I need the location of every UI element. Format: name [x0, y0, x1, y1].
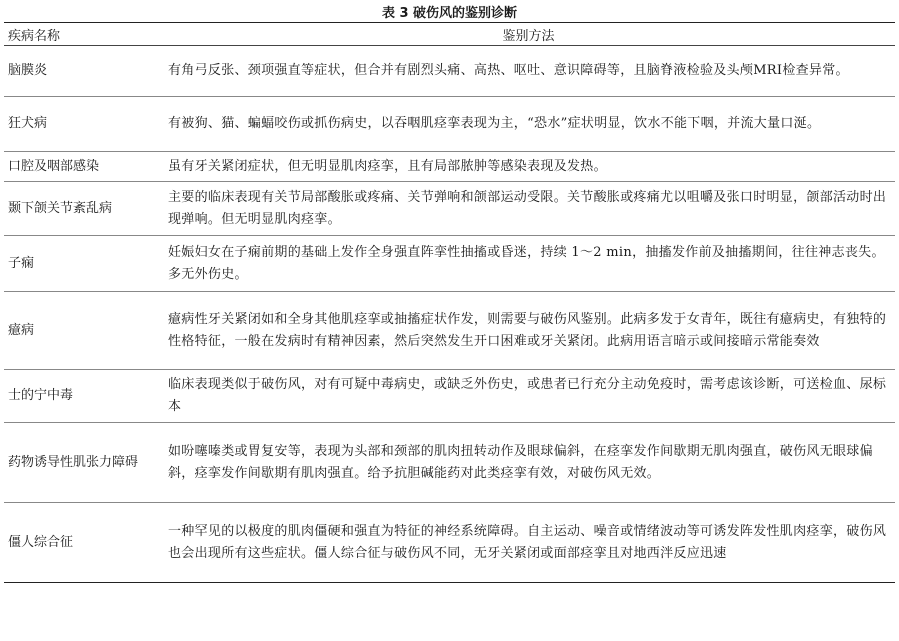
- table-row: [4, 236, 895, 292]
- table-caption: 表 3 破伤风的鉴别诊断: [381, 6, 518, 21]
- table-row: [4, 46, 895, 97]
- disease-name: 狂犬病: [4, 97, 162, 152]
- diagnosis-method: 癔病性牙关紧闭如和全身其他肌痉挛或抽搐症状作发，则需要与破伤风鉴别。此病多发于女青年，既往有癔病史，有独特的性格特征，一般在发病时有精神因素，然后突然发生开口困难或牙关紧闭。此病用语言暗示或间接暗示常能奏效: [162, 292, 895, 370]
- differential-diagnosis-table: [4, 22, 895, 583]
- disease-name: 子痫: [4, 236, 162, 292]
- disease-name: 脑膜炎: [4, 46, 162, 97]
- table-row: [4, 152, 895, 182]
- diagnosis-method: 临床表现类似于破伤风，对有可疑中毒病史，或缺乏外伤史，或患者已行充分主动免疫时，需考虑该诊断，可送检血、尿标本: [162, 370, 895, 423]
- diagnosis-method: 虽有牙关紧闭症状，但无明显肌肉痉挛，且有局部脓肿等感染表现及发热。: [162, 152, 895, 182]
- diagnosis-method: 如吩噻嗪类或胃复安等，表现为头部和颈部的肌肉扭转动作及眼球偏斜，在痉挛发作间歇期无肌肉强直，破伤风无眼球偏斜，痉挛发作间歇期有肌肉强直。给予抗胆碱能药对此类痉挛有效，对破伤风无效。: [162, 423, 895, 503]
- disease-name: 癔病: [4, 292, 162, 370]
- disease-name: 药物诱导性肌张力障碍: [4, 423, 162, 503]
- table-row: [4, 182, 895, 236]
- table-row: [4, 423, 895, 503]
- table-row: [4, 292, 895, 370]
- diagnosis-method: 主要的临床表现有关节局部酸胀或疼痛、关节弹响和颌部运动受限。关节酸胀或疼痛尤以咀嚼及张口时明显，颌部活动时出现弹响。但无明显肌肉痉挛。: [162, 182, 895, 236]
- disease-name: 口腔及咽部感染: [4, 152, 162, 182]
- diagnosis-method: 有被狗、猫、蝙蝠咬伤或抓伤病史，以吞咽肌痉挛表现为主，“恐水”症状明显，饮水不能下咽，并流大量口涎。: [162, 97, 895, 152]
- header-disease-name: 疾病名称: [4, 23, 162, 46]
- table-row: [4, 97, 895, 152]
- disease-name: 士的宁中毒: [4, 370, 162, 423]
- table-row: [4, 370, 895, 423]
- table-row: [4, 503, 895, 583]
- disease-name: 颞下颌关节紊乱病: [4, 182, 162, 236]
- diagnosis-method: 有角弓反张、颈项强直等症状，但合并有剧烈头痛、高热、呕吐、意识障碍等，且脑脊液检验及头颅MRI检查异常。: [162, 46, 895, 97]
- header-method: 鉴别方法: [162, 23, 895, 46]
- disease-name: 僵人综合征: [4, 503, 162, 583]
- diagnosis-method: 妊娠妇女在子痫前期的基础上发作全身强直阵挛性抽搐或昏迷，持续 1～2 min，抽搐发作前及抽搐期间，往往神志丧失。多无外伤史。: [162, 236, 895, 292]
- diagnosis-method: 一种罕见的以极度的肌肉僵硬和强直为特征的神经系统障碍。自主运动、噪音或情绪波动等可诱发阵发性肌肉痉挛，破伤风也会出现所有这些症状。僵人综合征与破伤风不同，无牙关紧闭或面部痉挛且对地西泮反应迅速: [162, 503, 895, 583]
- table-header-row: [4, 23, 895, 46]
